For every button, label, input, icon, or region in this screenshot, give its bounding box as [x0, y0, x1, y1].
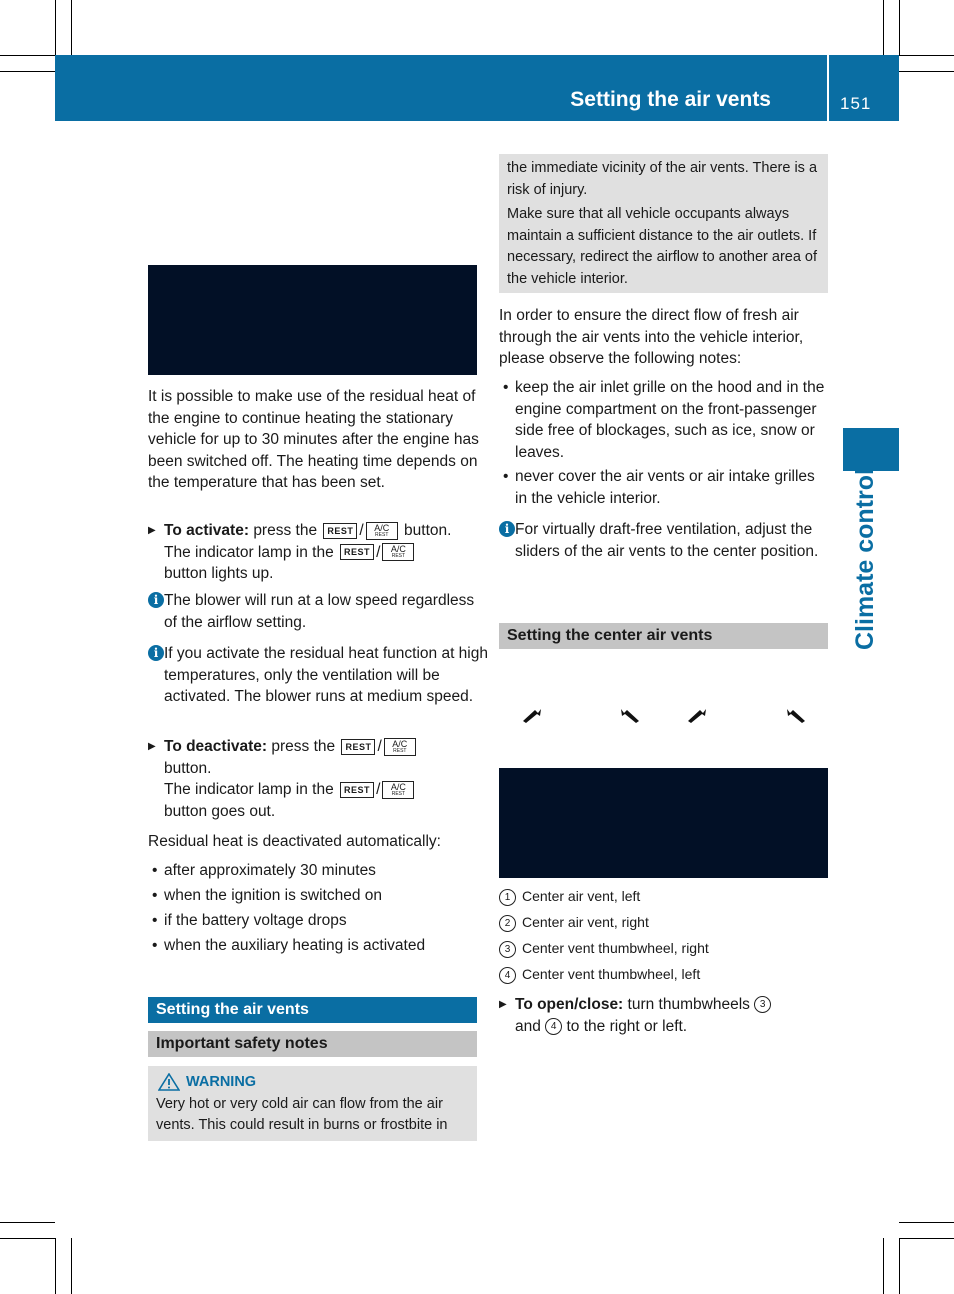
crop-mark	[0, 1222, 55, 1223]
page-header	[55, 55, 899, 121]
ac-rest-button-icon	[366, 522, 398, 540]
intro-paragraph: It is possible to make use of the residual heat of the engine to continue heating the stationary vehicle for up to 30 minutes after the engine has been switched off. The heating time depends on the temperature that has been set.	[148, 388, 479, 491]
crop-mark	[899, 1222, 954, 1223]
ac-label: A/C	[390, 544, 406, 555]
callout-number: 4	[545, 1018, 562, 1035]
warning-triangle-icon	[158, 1073, 180, 1091]
crop-mark	[899, 55, 954, 56]
crop-mark	[55, 1238, 56, 1294]
legend-item	[499, 939, 709, 958]
list-item: • when the auxiliary heating is activated	[148, 935, 480, 957]
crop-mark	[71, 1238, 72, 1294]
illustration-placeholder	[148, 265, 477, 375]
info-icon: i	[148, 645, 164, 661]
crop-mark	[883, 1238, 884, 1294]
activate-step	[148, 520, 496, 585]
info-icon: i	[148, 592, 164, 608]
deactivate-text-d: button goes out.	[164, 802, 276, 820]
crop-mark	[899, 1238, 954, 1239]
section-heading: Setting the air vents	[148, 997, 477, 1023]
list-item: • if the battery voltage drops	[148, 910, 480, 932]
info-note	[499, 519, 831, 562]
legend-text: Center vent thumbwheel, right	[522, 940, 709, 956]
legend-text: Center air vent, right	[522, 914, 649, 930]
info-text: The blower will run at a low speed regardless of the airflow setting.	[164, 592, 475, 631]
info-note	[148, 643, 496, 708]
ac-sublabel: REST	[391, 790, 406, 797]
ac-rest-button-icon	[382, 543, 414, 561]
ac-rest-button-icon	[384, 738, 416, 756]
warning-continued-text: Make sure that all vehicle occupants always maintain a sufficient distance to the air outlets. If necessary, redirect the airflow to another area of the vehicle interior.	[507, 206, 818, 287]
vent-direction-icon	[785, 707, 807, 723]
crop-mark	[55, 0, 56, 55]
vent-direction-icon	[619, 707, 641, 723]
warning-continued-text: the immediate vicinity of the air vents. There is a risk of injury.	[507, 160, 818, 198]
info-text: If you activate the residual heat function at high temperatures, only the ventilation will be activated. The blower runs at medium speed.	[164, 645, 488, 705]
side-chapter-label: Climate control	[851, 468, 879, 650]
info-text: For virtually draft-free ventilation, adjust the sliders of the air vents to the center position.	[515, 521, 819, 560]
auto-off-intro: Residual heat is deactivated automatically:	[148, 833, 441, 850]
legend-item	[499, 965, 700, 984]
warning-box-continued	[499, 154, 828, 293]
callout-number: 3	[754, 996, 771, 1013]
list-item: • after approximately 30 minutes	[148, 860, 480, 882]
vent-direction-icon	[521, 707, 543, 723]
activate-label: To activate:	[164, 522, 249, 539]
list-item: • when the ignition is switched on	[148, 885, 480, 907]
legend-text: Center vent thumbwheel, left	[522, 966, 701, 982]
ac-label: A/C	[390, 781, 406, 792]
callout-number: 1	[499, 889, 516, 906]
notes-list	[499, 377, 831, 513]
deactivate-label: To deactivate:	[164, 738, 268, 755]
auto-off-list	[148, 860, 480, 960]
ac-sublabel: REST	[391, 553, 406, 560]
warning-text: Very hot or very cold air can flow from the air vents. This could result in burns or frostbite in	[156, 1095, 448, 1133]
crop-mark	[899, 1238, 900, 1294]
slash: /	[359, 522, 364, 539]
open-close-text-b: and	[515, 1017, 541, 1035]
crop-mark	[899, 71, 954, 72]
ac-sublabel: REST	[375, 531, 389, 538]
ac-label: A/C	[392, 738, 408, 749]
deactivate-text-c: The indicator lamp in the	[164, 781, 334, 798]
legend-item	[499, 887, 640, 906]
activate-text-a: press the	[253, 522, 318, 539]
header-divider	[827, 55, 829, 121]
info-note	[148, 590, 480, 633]
ac-sublabel: REST	[393, 747, 407, 754]
rest-button-icon: REST	[323, 523, 357, 539]
crop-mark	[71, 0, 72, 55]
subsection-heading: Important safety notes	[148, 1031, 477, 1057]
list-item: • never cover the air vents or air intake grilles in the vehicle interior.	[499, 466, 831, 509]
ac-label: A/C	[374, 522, 390, 533]
callout-number: 3	[499, 941, 516, 958]
vent-direction-icon	[686, 707, 708, 723]
illustration-placeholder	[499, 768, 828, 878]
slash: /	[376, 781, 381, 798]
slash: /	[377, 738, 382, 755]
warning-box	[148, 1066, 477, 1141]
crop-mark	[899, 0, 900, 55]
subsection-heading: Setting the center air vents	[499, 623, 828, 649]
callout-number: 4	[499, 967, 516, 984]
activate-text-d: button lights up.	[164, 565, 274, 582]
open-close-text-c: to the right or left.	[566, 1017, 688, 1035]
deactivate-text-a: press the	[271, 738, 336, 755]
open-close-label: To open/close:	[515, 996, 624, 1013]
activate-text-b: button.	[404, 522, 452, 539]
callout-number: 2	[499, 915, 516, 932]
crop-mark	[883, 0, 884, 55]
crop-mark	[0, 55, 55, 56]
header-title: Setting the air vents	[570, 88, 771, 111]
ac-rest-button-icon	[382, 781, 414, 799]
warning-label: WARNING	[186, 1074, 257, 1090]
legend-text: Center air vent, left	[522, 888, 641, 904]
deactivate-step	[148, 736, 496, 822]
rest-button-icon: REST	[340, 782, 374, 798]
rest-button-icon: REST	[341, 739, 375, 755]
open-close-text-a: turn thumbwheels	[627, 996, 750, 1013]
crop-mark	[0, 71, 55, 72]
page-number: 151	[840, 94, 872, 113]
info-icon: i	[499, 521, 515, 537]
side-tab-marker	[843, 428, 899, 471]
legend-item	[499, 913, 649, 932]
open-close-step	[499, 994, 835, 1037]
notes-intro: In order to ensure the direct flow of fresh air through the air vents into the vehicle interior, please observe the following notes:	[499, 307, 804, 367]
slash: /	[376, 543, 381, 561]
activate-text-c: The indicator lamp in the	[164, 543, 334, 561]
list-item: • keep the air inlet grille on the hood and in the engine compartment on the front-passenger side free of blockages, such as ice, snow or leaves.	[499, 377, 831, 463]
crop-mark	[0, 1238, 55, 1239]
deactivate-text-b: button.	[164, 759, 212, 777]
rest-button-icon: REST	[340, 544, 374, 560]
